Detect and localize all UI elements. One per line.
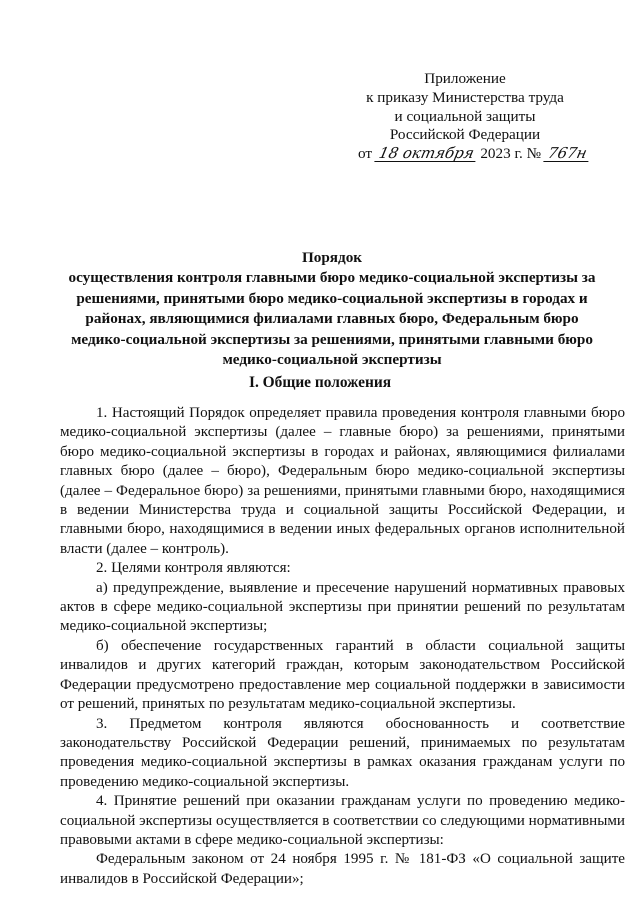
annex-label: Приложение [424, 70, 506, 87]
section-heading: I. Общие положения [248, 374, 392, 391]
paragraph-4: 4. Принятие решений при оказании гражданам услуги по проведению медико-социальной экспертизы осуществляется в соответствии со следующими нормативными правовыми актами в сфере медико-социальной экспертизы: [60, 793, 625, 848]
paragraph-2b: б) обеспечение государственных гарантий в области социальной защиты инвалидов и других категорий граждан, которым законодательством Российской Федерации предусмотрено предоставление мер социальной поддержки в зависимости от решений, принятых по результатам медико-социальной экспертизы. [60, 637, 625, 713]
document-title [44, 248, 620, 370]
document-body [60, 404, 625, 889]
paragraph-1: 1. Настоящий Порядок определяет правила проведения контроля главными бюро медико-социальной экспертизы (далее – главные бюро) за решениями, принятыми бюро медико-социальной экспертизы в городах и районах, являющимися филиалами главных бюро (далее – бюро), Федеральным бюро медико-социальной экспертизы (далее – Федеральное бюро) за решениями, принятыми главными бюро, находящимися в ведении Министерства труда и социальной защиты Российской Федерации, и главными бюро, находящимися в ведении иных федеральных органов исполнительной власти (далее – контроль). [60, 405, 625, 557]
title-line-4: районах, являющимися филиалами главных бюро, Федеральным бюро [85, 310, 579, 328]
title-line-6: медико-социальной экспертизы [222, 351, 442, 369]
paragraph-2: 2. Целями контроля являются: [96, 560, 291, 577]
handwritten-number: 767н [543, 146, 591, 162]
title-line-3: решениями, принятыми бюро медико-социальной экспертизы в городах и [76, 289, 588, 307]
annex-country: Российской Федерации [389, 126, 541, 144]
title-line-5: медико-социальной экспертизы за решениями, принятыми главными бюро [71, 330, 593, 348]
annex-block [340, 70, 590, 164]
annex-ministry: и социальной защиты [394, 107, 536, 125]
annex-date-line [358, 145, 590, 164]
title-line-2: осуществления контроля главными бюро медико-социальной экспертизы за [68, 269, 596, 287]
title-line-1: Порядок [301, 249, 363, 266]
date-year: 2023 г. № [480, 145, 542, 163]
paragraph-5: Федеральным законом от 24 ноября 1995 г. № 181-ФЗ «О социальной защите инвалидов в Российской Федерации»; [60, 851, 625, 887]
annex-order-ref: к приказу Министерства труда [366, 88, 564, 106]
date-prefix: от [358, 145, 373, 163]
paragraph-3: 3. Предметом контроля являются обоснованность и соответствие законодательству Российской Федерации решений, принимаемых по результатам проведения медико-социальной экспертизы в рамках оказания гражданам услуги по проведению медико-социальной экспертизы. [60, 715, 625, 790]
paragraph-2a: а) предупреждение, выявление и пресечение нарушений нормативных правовых актов в сфере медико-социальной экспертизы при принятии решений по результатам медико-социальной экспертизы; [60, 579, 625, 635]
handwritten-date: 18 октября [374, 146, 478, 162]
